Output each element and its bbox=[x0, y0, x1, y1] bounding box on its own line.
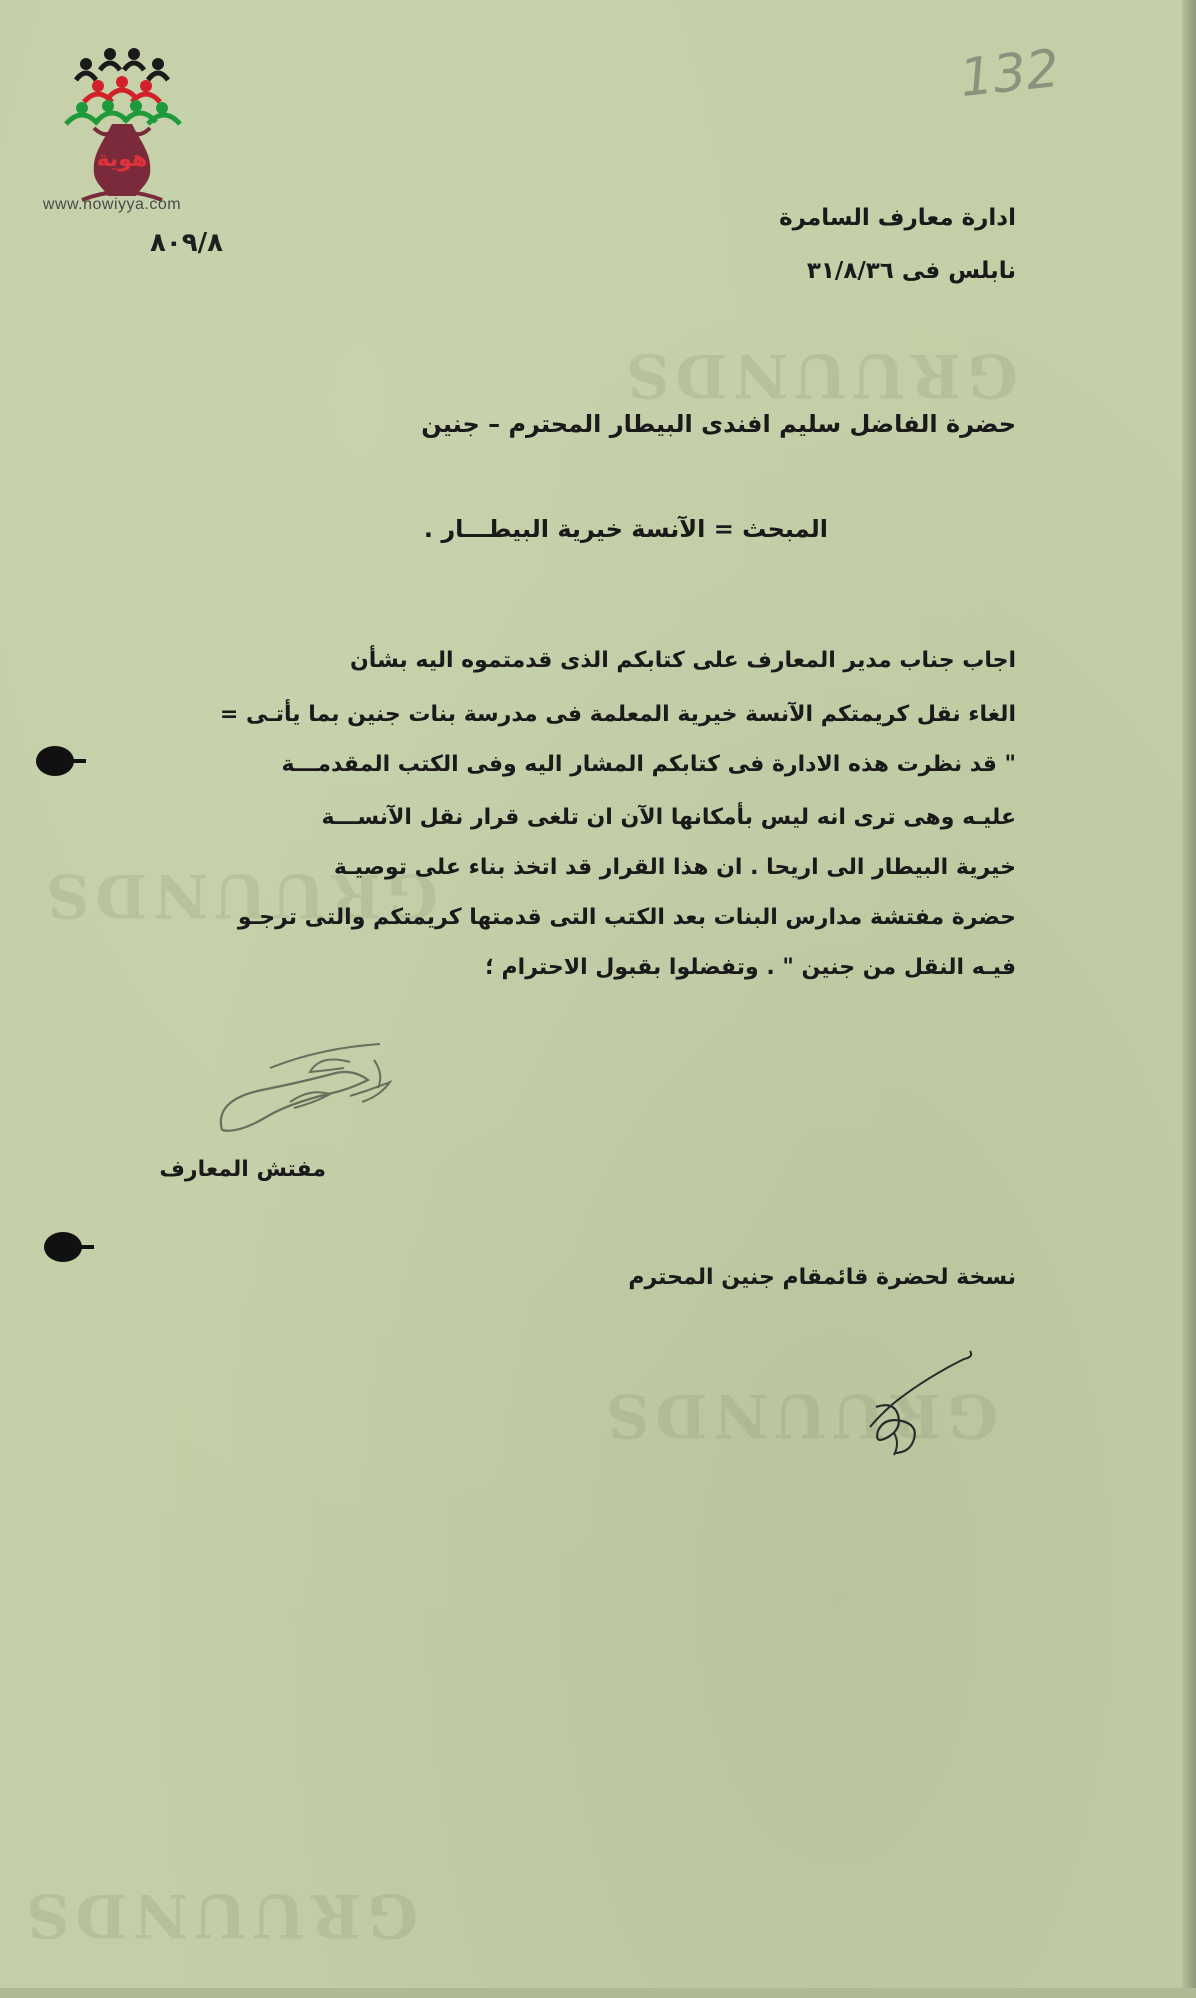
svg-text:هوية: هوية bbox=[96, 147, 148, 172]
place-date: نابلس فى ٣١/٨/٣٦ bbox=[806, 258, 1016, 284]
signer-title: مفتش المعارف bbox=[159, 1157, 326, 1182]
body-line: اجاب جناب مدير المعارف على كتابكم الذى قدمتموه اليه بشأن bbox=[350, 648, 1016, 673]
body-line: خيرية البيطار الى اريحا . ان هذا القرار قد اتخذ بناء على توصيـة bbox=[333, 855, 1016, 880]
reference-number: ٨٠٩/٨ bbox=[150, 228, 223, 258]
inspector-signature bbox=[210, 1040, 440, 1150]
body-line: الغاء نقل كريمتكم الآنسة خيرية المعلمة فى مدرسة بنات جنين بما يأتـى = bbox=[219, 702, 1016, 727]
page-edge bbox=[1182, 0, 1196, 1998]
subject-line: المبحث = الآنسة خيرية البيطـــار . bbox=[423, 515, 828, 543]
initials-signature bbox=[850, 1345, 980, 1475]
copy-to-line: نسخة لحضرة قائمقام جنين المحترم bbox=[628, 1265, 1016, 1290]
body-line: عليـه وهى ترى انه ليس بأمكانها الآن ان تلغى قرار نقل الآنســـة bbox=[321, 805, 1016, 830]
people-icon bbox=[66, 48, 180, 124]
watermark-stamp: GRUUNDS bbox=[620, 340, 1018, 410]
watermark-stamp: GRUUNDS bbox=[40, 860, 438, 930]
watermark-stamp: GRUUNDS bbox=[600, 1380, 998, 1450]
punch-hole bbox=[36, 746, 74, 776]
addressee: حضرة الفاضل سليم افندى البيطار المحترم – جنين bbox=[421, 410, 1016, 438]
body-line: فيـه النقل من جنين " . وتفضلوا بقبول الاحترام ؛ bbox=[485, 955, 1016, 980]
sender-department: ادارة معارف السامرة bbox=[779, 205, 1016, 231]
tree-icon bbox=[82, 124, 162, 200]
watermark-stamp: GRUUNDS bbox=[20, 1880, 418, 1950]
howiyya-logo bbox=[22, 24, 202, 219]
body-line: حضرة مفتشة مدارس البنات بعد الكتب التى قدمتها كريمتكم والتى ترجـو bbox=[237, 905, 1016, 930]
logo-url: www.howiyya.com bbox=[42, 196, 182, 213]
page-number: 132 bbox=[957, 38, 1063, 110]
page-edge bbox=[0, 1988, 1196, 1998]
punch-hole bbox=[44, 1232, 82, 1262]
body-line: " قد نظرت هذه الادارة فى كتابكم المشار اليه وفى الكتب المقدمـــة bbox=[281, 752, 1016, 777]
